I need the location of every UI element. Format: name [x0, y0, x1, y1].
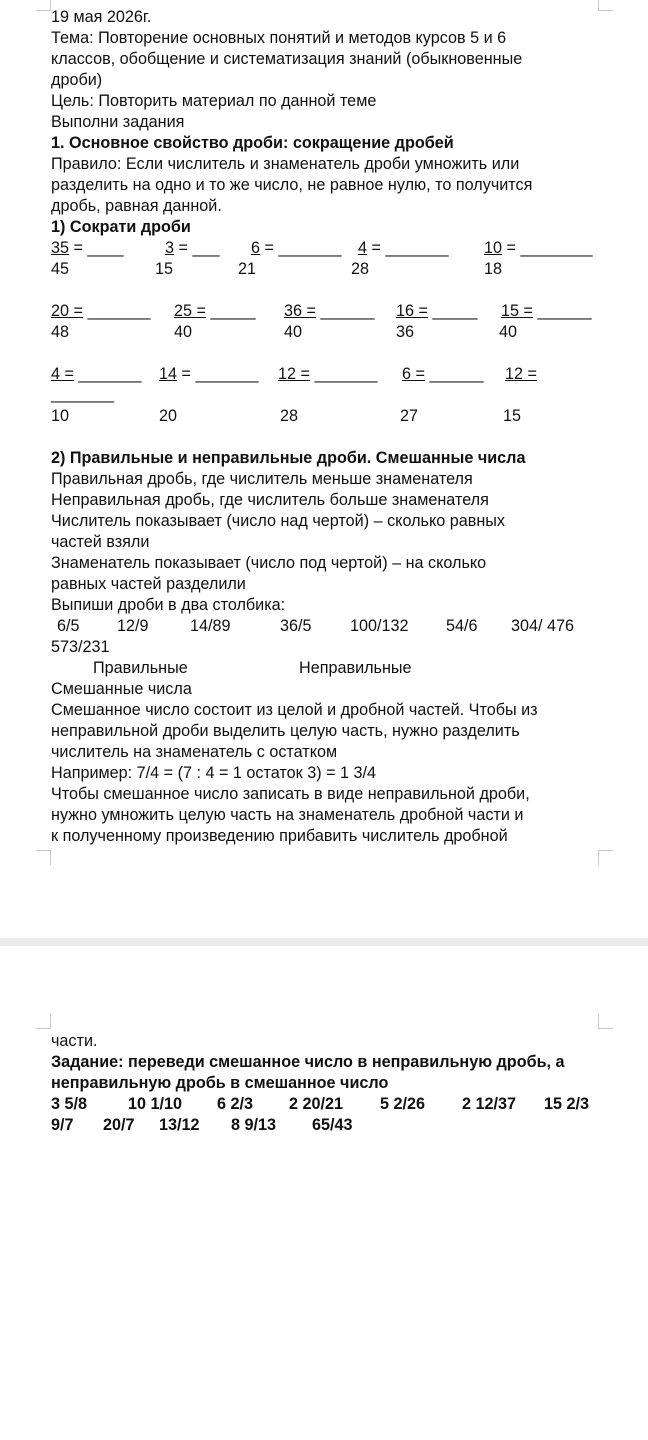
mixed-line: числитель на знаменатель с остатком — [51, 743, 338, 761]
page-corner-mark — [598, 850, 613, 865]
fraction-numerator: 14 = _______ — [159, 365, 259, 383]
fraction-row-2 — [0, 301, 648, 345]
list-item: 10 1/10 — [128, 1095, 183, 1113]
topic-line-3: дроби) — [51, 71, 103, 89]
list-item: 6/5 — [57, 617, 80, 635]
fraction-numerator: 20 = _______ — [51, 302, 151, 320]
page-separator — [0, 938, 648, 946]
list-item: 2 12/37 — [462, 1095, 517, 1113]
fraction-numerator: 16 = _____ — [396, 302, 478, 320]
mixed-line: Смешанные числа — [51, 680, 192, 698]
rule-line-2: разделить на одно и то же число, не равное нулю, то получится — [51, 176, 533, 194]
list-item: 12/9 — [117, 617, 149, 635]
list-item: 8 9/13 — [231, 1116, 277, 1134]
page-corner-mark — [36, 0, 51, 11]
fraction-denominator: 28 — [280, 407, 299, 425]
list-item: 3 5/8 — [51, 1095, 88, 1113]
fraction-numerator: 35 = ____ — [51, 239, 124, 257]
section1-title: 1. Основное свойство дроби: сокращение дробей — [51, 134, 454, 152]
fraction-numerator: 15 = ______ — [501, 302, 592, 320]
list-item: 304/ 476 — [511, 617, 575, 635]
fraction-numerator: 6 = _______ — [251, 239, 342, 257]
section2-line: Выпиши дроби в два столбика: — [51, 596, 286, 614]
page-2 — [0, 946, 648, 1440]
do-tasks-line: Выполни задания — [51, 113, 185, 131]
list-item: 2 20/21 — [289, 1095, 344, 1113]
list-item: 15 2/3 — [544, 1095, 590, 1113]
rule-line-1: Правило: Если числитель и знаменатель дроби умножить или — [51, 155, 520, 173]
fraction-row-3 — [0, 364, 648, 426]
list-item: 6 2/3 — [217, 1095, 254, 1113]
list-item: 100/132 — [350, 617, 409, 635]
goal-line: Цель: Повторить материал по данной теме — [51, 92, 377, 110]
mixed-line: Смешанное число состоит из целой и дробной частей. Чтобы из — [51, 701, 538, 719]
list-item: 13/12 — [159, 1116, 200, 1134]
mixed-number-list — [0, 1094, 648, 1115]
fraction-denominator: 15 — [155, 260, 174, 278]
section2-line: Числитель показывает (число над чертой) – сколько равных — [51, 512, 506, 530]
fraction-numerator: 4 = _______ — [358, 239, 449, 257]
fraction-list — [0, 616, 648, 637]
section2-line: Знаменатель показывает (число под чертой) – на сколько — [51, 554, 487, 572]
list-item: 20/7 — [103, 1116, 135, 1134]
list-item: 36/5 — [280, 617, 312, 635]
list-item: 5 2/26 — [380, 1095, 426, 1113]
fraction-denominator: 28 — [351, 260, 370, 278]
page-corner-mark — [36, 1014, 51, 1029]
fraction-blank-line: _______ — [51, 385, 115, 403]
fraction-numerator: 12 = _______ — [278, 365, 378, 383]
date-line: 19 мая 2026г. — [51, 8, 152, 26]
rule-line-3: дробь, равная данной. — [51, 197, 222, 215]
fraction-denominator: 36 — [396, 323, 415, 341]
fraction-denominator: 18 — [484, 260, 503, 278]
task-line-1: Задание: переведи смешанное число в неправильную дробь, а — [51, 1053, 565, 1071]
section2-title: 2) Правильные и неправильные дроби. Смешанные числа — [51, 449, 526, 467]
section2-line: частей взяли — [51, 533, 150, 551]
fraction-numerator: 25 = _____ — [174, 302, 256, 320]
mixed-line: неправильной дроби выделить целую часть, нужно разделить — [51, 722, 520, 740]
fraction-denominator: 40 — [284, 323, 303, 341]
list-item: 65/43 — [312, 1116, 353, 1134]
fraction-numerator: 12 = — [505, 365, 537, 383]
topic-line-2: классов, обобщение и систематизация знаний (обыкновенные — [51, 50, 523, 68]
fraction-numerator: 6 = ______ — [402, 365, 484, 383]
section2-line: Неправильная дробь, где числитель больше знаменателя — [51, 491, 489, 509]
fraction-numerator: 36 = ______ — [284, 302, 375, 320]
fraction-denominator: 21 — [238, 260, 257, 278]
fraction-denominator: 45 — [51, 260, 70, 278]
fraction-numerator: 4 = _______ — [51, 365, 142, 383]
topic-line-1: Тема: Повторение основных понятий и методов курсов 5 и 6 — [51, 29, 507, 47]
fraction-row-1 — [0, 238, 648, 282]
continuation-line: части. — [51, 1032, 98, 1050]
mixed-line: Например: 7/4 = (7 : 4 = 1 остаток 3) = 1 3/4 — [51, 764, 377, 782]
section2-line: равных частей разделили — [51, 575, 246, 593]
fraction-list-wrap: 573/231 — [51, 638, 110, 656]
fraction-denominator: 10 — [51, 407, 70, 425]
fraction-denominator: 15 — [503, 407, 522, 425]
fraction-numerator: 10 = ________ — [484, 239, 593, 257]
improper-fraction-list — [0, 1115, 648, 1136]
column-proper-heading: Правильные — [93, 659, 188, 677]
page-corner-mark — [36, 850, 51, 865]
list-item: 14/89 — [190, 617, 231, 635]
mixed-line: к полученному произведению прибавить числитель дробной — [51, 827, 508, 845]
mixed-line: Чтобы смешанное число записать в виде неправильной дроби, — [51, 785, 530, 803]
section2-line: Правильная дробь, где числитель меньше знаменателя — [51, 470, 473, 488]
fraction-denominator: 48 — [51, 323, 70, 341]
fraction-numerator: 3 = ___ — [165, 239, 220, 257]
fraction-denominator: 40 — [499, 323, 518, 341]
column-improper-heading: Неправильные — [299, 659, 412, 677]
fraction-denominator: 27 — [400, 407, 419, 425]
list-item: 54/6 — [446, 617, 478, 635]
mixed-line: нужно умножить целую часть на знаменатель дробной части и — [51, 806, 524, 824]
fraction-denominator: 20 — [159, 407, 178, 425]
task-line-2: неправильную дробь в смешанное число — [51, 1074, 389, 1092]
list-item: 9/7 — [51, 1116, 74, 1134]
task1-title: 1) Сократи дроби — [51, 218, 191, 236]
page-corner-mark — [598, 1014, 613, 1029]
fraction-denominator: 40 — [174, 323, 193, 341]
